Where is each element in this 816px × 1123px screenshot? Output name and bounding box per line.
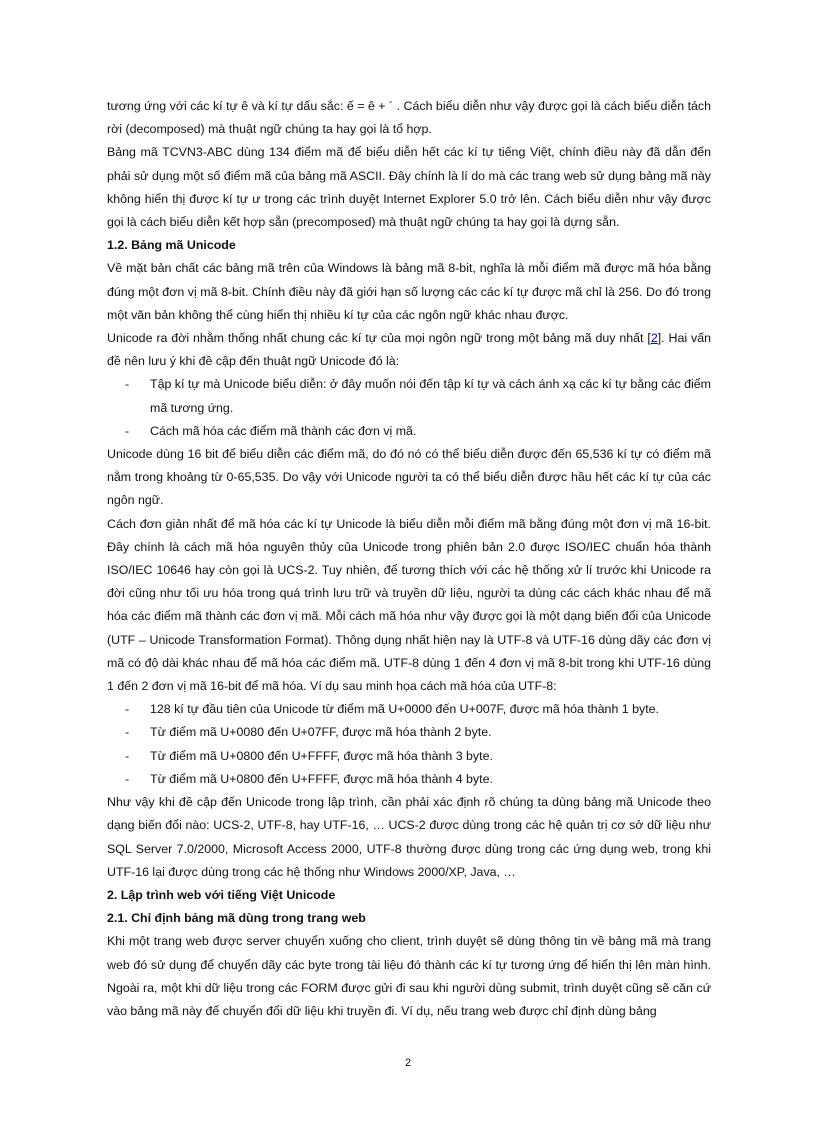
dash-marker: - (125, 748, 130, 763)
paragraph (107, 327, 711, 373)
list-item (107, 745, 711, 768)
list-item (107, 420, 711, 443)
page-number: 2 (404, 1057, 412, 1069)
dash-marker: - (125, 702, 130, 717)
list-item (107, 768, 711, 791)
list-item (107, 721, 711, 744)
section-heading: 2. Lập trình web với tiếng Việt Unicode (107, 887, 336, 902)
dash-marker: - (125, 725, 130, 740)
section-heading: 1.2. Bảng mã Unicode (107, 238, 236, 253)
bullet-list (107, 373, 711, 443)
paragraph: tương ứng với các kí tự ê và kí tự dấu sắc: ế = ê + ´ . Cách biểu diễn như vậy được gọi là cách biểu diễn tách rời (decomposed) mà thuật ngữ chúng ta hay gọi là tổ hợp. (107, 99, 711, 137)
list-item (107, 373, 711, 419)
list-item-text: 128 kí tự đầu tiên của Unicode từ điểm mã U+0000 đến U+007F, được mã hóa thành 1 byte. (150, 702, 659, 717)
dash-marker: - (125, 771, 130, 786)
paragraph: Như vậy khi đề cập đến Unicode trong lập trình, cần phải xác định rõ chúng ta dùng bảng mã Unicode theo dạng biến đổi nào: UCS-2, UTF-8, hay UTF-16, … UCS-2 được dùng trong các hệ quản trị cơ sở dữ liệu như SQL Server 7.0/2000, Microsoft Access 2000, UTF-8 thường được dùng trong các ứng dụng web, trong khi UTF-16 lại được dùng trong các hệ thống như Windows 2000/XP, Java, … (107, 795, 711, 879)
dash-marker: - (125, 423, 130, 438)
paragraph-text: Unicode ra đời nhằm thống nhất chung các kí tự của mọi ngôn ngữ trong một bảng mã duy nhất [ (107, 331, 651, 346)
paragraph: Cách đơn giản nhất để mã hóa các kí tự Unicode là biểu diễn mỗi điểm mã bằng đúng một đơn vị mã 16-bit. Đây chính là cách mã hóa nguyên thủy của Unicode trong phiên bản 2.0 được ISO/IEC chuẩn hóa thành ISO/IEC 10646 hay còn gọi là UCS-2. Tuy nhiên, để tương thích với các hệ thống xử lí trước khi Unicode ra đời cũng như tối ưu hóa trong quá trình lưu trữ và truyền dữ liệu, người ta dùng các cách khác nhau để mã hóa các điểm mã thành các đơn vị mã. Mỗi cách mã hóa như vậy được gọi là một dạng biến đổi của Unicode (UTF – Unicode Transformation Format). Thông dụng nhất hiện nay là UTF-8 và UTF-16 dùng dãy các đơn vị mã có độ dài khác nhau để mã hóa các điểm mã. UTF-8 dùng 1 đến 4 đơn vị mã 8-bit trong khi UTF-16 dùng 1 đến 2 đơn vị mã 16-bit để mã hóa. Ví dụ sau minh họa cách mã hóa của UTF-8: (107, 516, 711, 694)
subsection-heading: 2.1. Chỉ định bảng mã dùng trong trang web (107, 911, 366, 926)
list-item-text: Từ điểm mã U+0800 đến U+FFFF, được mã hóa thành 3 byte. (150, 748, 493, 763)
paragraph: Bảng mã TCVN3-ABC dùng 134 điểm mã để biểu diễn hết các kí tự tiếng Việt, chính điều này đã dẫn đến phải sử dụng một số điểm mã của bảng mã ASCII. Đây chính là lí do mà các trang web sử dụng bảng mã này không hiển thị được kí tự ư trong các trình duyệt Internet Explorer 5.0 trở lên. Cách biểu diễn như vậy được gọi là cách biểu diễn kết hợp sẵn (precomposed) mà thuật ngữ chúng ta hay gọi là dựng sẵn. (107, 145, 711, 230)
paragraph: Khi một trang web được server chuyển xuống cho client, trình duyệt sẽ dùng thông tin về bảng mã mà trang web đó sử dụng để chuyển dãy các byte trong tài liệu đó thành các kí tự tương ứng để hiển thị lên màn hình. Ngoài ra, một khi dữ liệu trong các FORM được gửi đi sau khi người dùng submit, trình duyệt cũng sẽ căn cứ vào bảng mã này để chuyển đổi dữ liệu khi truyền đi. Ví dụ, nếu trang web được chỉ định dùng bảng (107, 934, 711, 1018)
paragraph-text: ]. Hai vấn đề nên lưu ý khi đề cập đến thuật ngữ Unicode đó là: (107, 331, 711, 369)
list-item-text: Từ điểm mã U+0800 đến U+FFFF, được mã hóa thành 4 byte. (150, 771, 493, 786)
bullet-list (107, 698, 711, 791)
list-item-text: Cách mã hóa các điểm mã thành các đơn vị mã. (150, 423, 417, 438)
paragraph: Về mặt bản chất các bảng mã trên của Windows là bảng mã 8-bit, nghĩa là mỗi điểm mã được mã hóa bằng đúng một đơn vị mã 8-bit. Chính điều này đã giới hạn số lượng các các kí tự được mã chỉ là 256. Do đó trong một văn bản không thể cùng hiển thị nhiều kí tự của các ngôn ngữ khác nhau được. (107, 261, 711, 322)
list-item-text: Tập kí tự mà Unicode biểu diễn: ở đây muốn nói đến tập kí tự và cách ánh xạ các kí tự bằng các điểm mã tương ứng. (150, 377, 711, 415)
list-item (107, 698, 711, 721)
dash-marker: - (125, 377, 130, 392)
paragraph: Unicode dùng 16 bit để biểu diễn các điểm mã, do đó nó có thể biểu diễn được đến 65,536 kí tự có điểm mã nằm trong khoảng từ 0-65,535. Do vậy với Unicode người ta có thể biểu diễn được hầu hết các kí tự của các ngôn ngữ. (107, 447, 711, 508)
citation-link[interactable]: 2 (650, 331, 658, 346)
list-item-text: Từ điểm mã U+0080 đến U+07FF, được mã hóa thành 2 byte. (150, 725, 492, 740)
document-page (107, 95, 711, 1023)
